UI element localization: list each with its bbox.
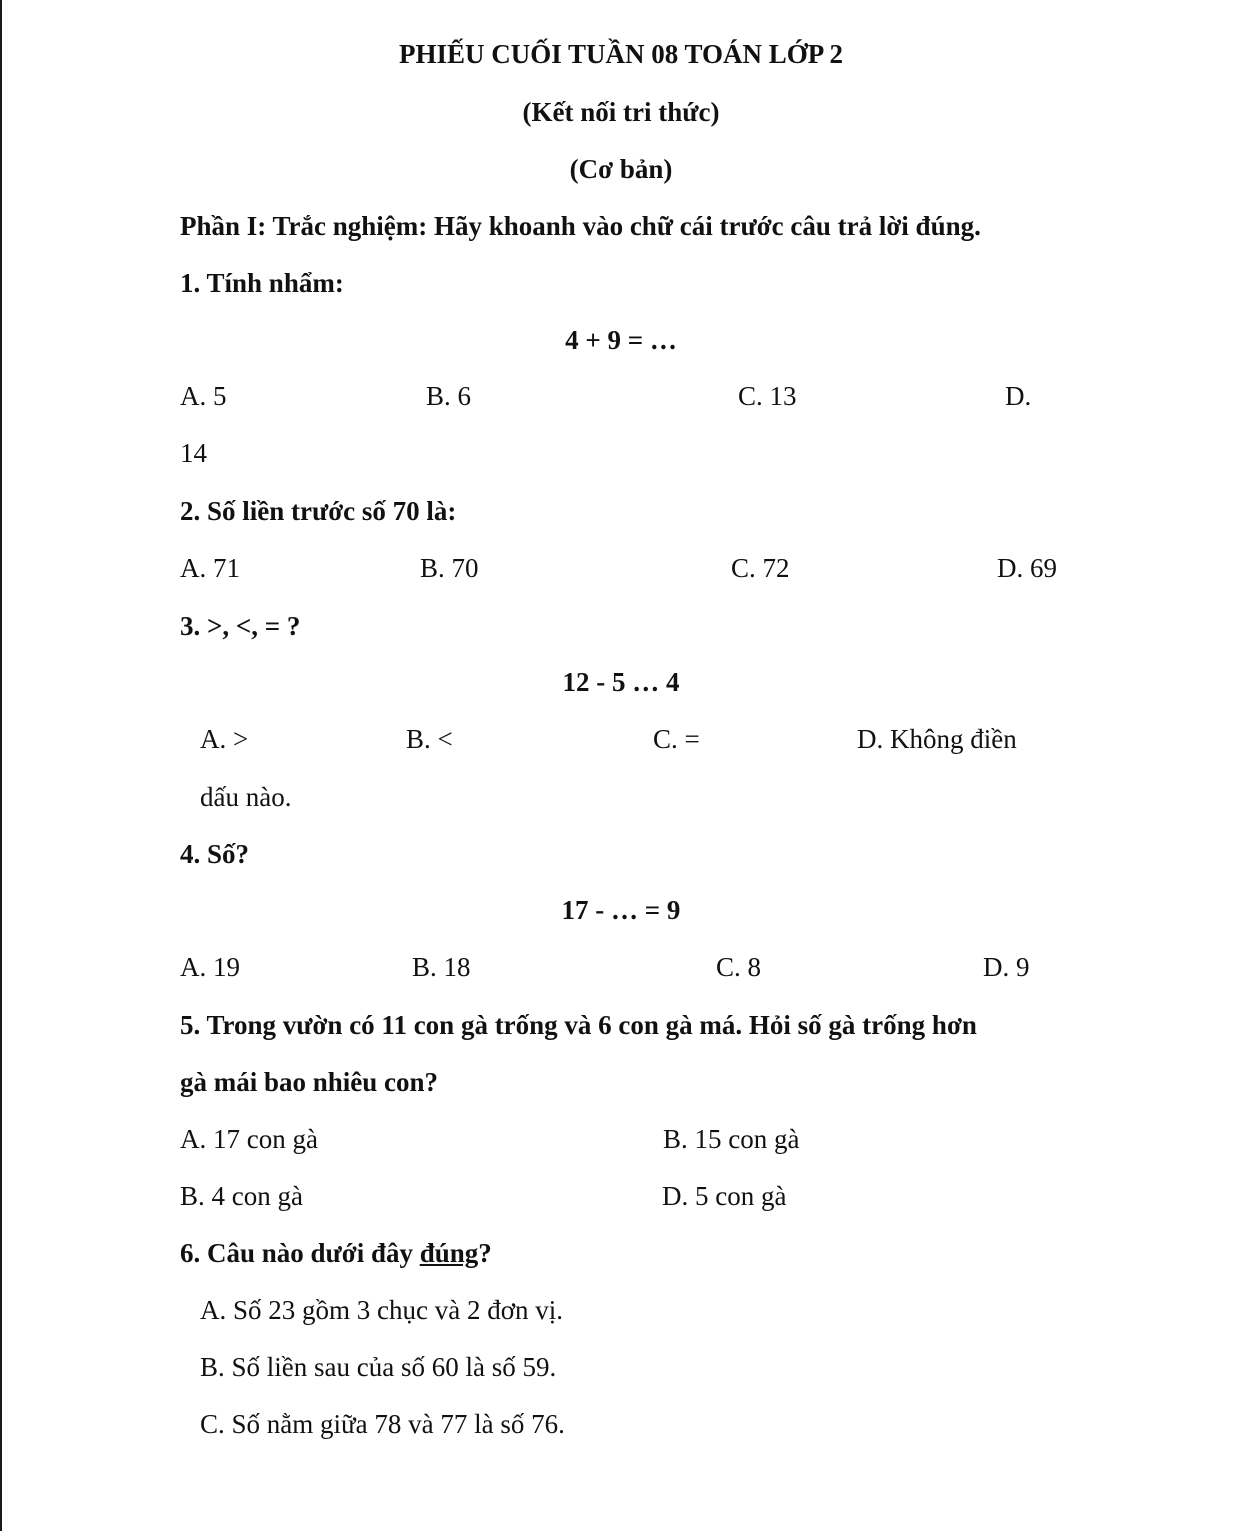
q1-expression: 4 + 9 = … [565, 325, 677, 355]
q6-option-a[interactable]: A. Số 23 gồm 3 chục và 2 đơn vị. [200, 1295, 563, 1325]
q1-option-d[interactable]: D. [1005, 381, 1032, 411]
q6-option-c[interactable]: C. Số nằm giữa 78 và 77 là số 76. [200, 1409, 565, 1439]
q3-option-d[interactable]: D. Không điền [857, 724, 1017, 754]
q5-option-a[interactable]: A. 17 con gà [180, 1124, 318, 1154]
worksheet-subtitle-level: (Cơ bản) [569, 154, 673, 184]
q1-option-d-continued: 14 [180, 438, 207, 468]
q1-option-c[interactable]: C. 13 [738, 381, 797, 411]
q4-expression: 17 - … = 9 [561, 895, 681, 925]
q3-option-d-continued: dấu nào. [200, 782, 292, 812]
q6-prompt-emphasis: đúng [419, 1238, 479, 1268]
q4-option-d[interactable]: D. 9 [983, 952, 1030, 982]
q5-option-c[interactable]: B. 4 con gà [180, 1181, 303, 1211]
q3-prompt: 3. >, <, = ? [180, 611, 301, 641]
q4-prompt: 4. Số? [180, 839, 250, 869]
q3-expression: 12 - 5 … 4 [562, 667, 680, 697]
q4-option-a[interactable]: A. 19 [180, 952, 240, 982]
q6-prompt-end: ? [478, 1238, 492, 1268]
q5-option-b[interactable]: B. 15 con gà [663, 1124, 800, 1154]
q3-option-c[interactable]: C. = [653, 724, 700, 754]
q1-prompt: 1. Tính nhẩm: [180, 268, 344, 298]
q6-prompt-start: 6. Câu nào dưới đây [180, 1238, 420, 1268]
q5-prompt-line1: 5. Trong vườn có 11 con gà trống và 6 con gà má. Hỏi số gà trống hơn [180, 1010, 977, 1040]
q2-prompt: 2. Số liền trước số 70 là: [180, 496, 457, 526]
q1-option-b[interactable]: B. 6 [426, 381, 472, 411]
q2-option-b[interactable]: B. 70 [420, 553, 479, 583]
q1-option-a[interactable]: A. 5 [180, 381, 227, 411]
q5-prompt-line2: gà mái bao nhiêu con? [180, 1067, 439, 1097]
q3-option-b[interactable]: B. < [406, 724, 453, 754]
page-left-border [0, 0, 2, 1531]
q2-option-a[interactable]: A. 71 [180, 553, 240, 583]
q4-option-c[interactable]: C. 8 [716, 952, 762, 982]
q6-option-b[interactable]: B. Số liền sau của số 60 là số 59. [200, 1352, 557, 1382]
q4-option-b[interactable]: B. 18 [412, 952, 471, 982]
section-heading: Phần I: Trắc nghiệm: Hãy khoanh vào chữ cái trước câu trả lời đúng. [180, 211, 981, 241]
worksheet-title: PHIẾU CUỐI TUẦN 08 TOÁN LỚP 2 [398, 39, 844, 69]
q6-prompt [180, 1237, 492, 1269]
q3-option-a[interactable]: A. > [200, 724, 249, 754]
worksheet-subtitle-series: (Kết nối tri thức) [522, 97, 720, 127]
q2-option-d[interactable]: D. 69 [997, 553, 1057, 583]
q2-option-c[interactable]: C. 72 [731, 553, 790, 583]
q5-option-d[interactable]: D. 5 con gà [662, 1181, 787, 1211]
